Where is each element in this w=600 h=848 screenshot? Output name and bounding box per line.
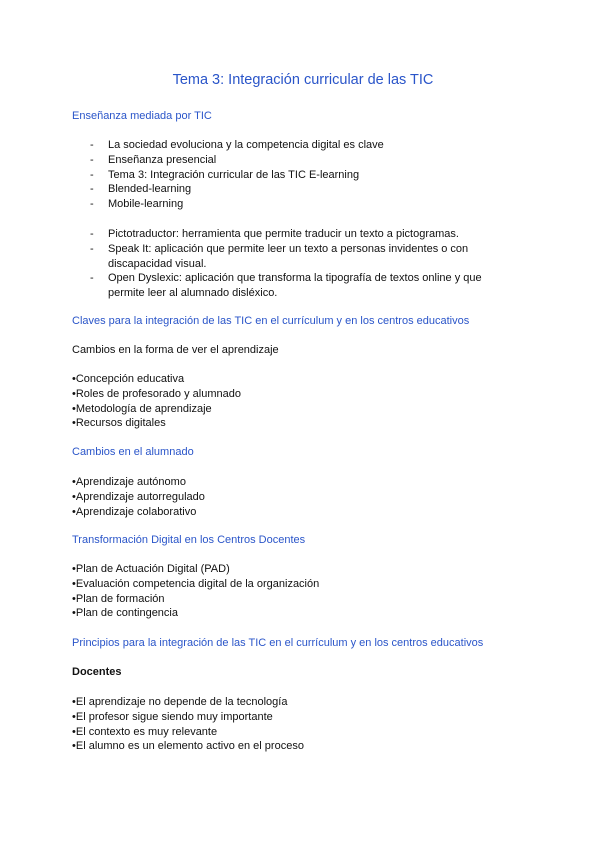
list-item: • El contexto es muy relevante [72, 725, 304, 740]
list-item: • Roles de profesorado y alumnado [72, 387, 241, 402]
list-item: - Pictotraductor: herramienta que permite traducir un texto a pictogramas. [72, 227, 508, 242]
section-heading-transformacion: Transformación Digital en los Centros Docentes [72, 534, 306, 546]
list-item: - Tema 3: Integración curricular de las TIC E-learning [72, 168, 384, 183]
section-heading-ensenanza: Enseñanza mediada por TIC [72, 110, 212, 122]
list-item: • Concepción educativa [72, 372, 241, 387]
section-heading-claves: Claves para la integración de las TIC en el currículum y en los centros educativos [72, 315, 470, 327]
list-item: • Aprendizaje colaborativo [72, 505, 205, 520]
list-item: • Metodología de aprendizaje [72, 402, 241, 417]
list-item: • El aprendizaje no depende de la tecnología [72, 695, 304, 710]
list-item: • Recursos digitales [72, 416, 241, 431]
list-item: - Mobile-learning [72, 197, 384, 212]
list-item: • Evaluación competencia digital de la organización [72, 577, 319, 592]
subheading-docentes: Docentes [72, 666, 122, 678]
dash-list-modalidades [72, 138, 384, 212]
bullet-list-alumnado [72, 475, 205, 519]
list-item: - Open Dyslexic: aplicación que transforma la tipografía de textos online y que permite leer al alumnado disléxico. [72, 271, 508, 301]
dash-list-herramientas [72, 227, 508, 301]
list-item: - La sociedad evoluciona y la competencia digital es clave [72, 138, 384, 153]
list-item: • Aprendizaje autónomo [72, 475, 205, 490]
subheading-cambios-aprendizaje: Cambios en la forma de ver el aprendizaje [72, 344, 279, 356]
list-item: - Blended-learning [72, 182, 384, 197]
list-item: • Aprendizaje autorregulado [72, 490, 205, 505]
list-item: - Speak It: aplicación que permite leer un texto a personas invidentes o con discapacidad visual. [72, 242, 508, 272]
list-item: • El alumno es un elemento activo en el proceso [72, 739, 304, 754]
list-item: • Plan de Actuación Digital (PAD) [72, 562, 319, 577]
bullet-list-transformacion [72, 562, 319, 621]
bullet-list-docentes [72, 695, 304, 754]
section-heading-principios: Principios para la integración de las TIC en el currículum y en los centros educativos [72, 637, 484, 649]
list-item: • El profesor sigue siendo muy importante [72, 710, 304, 725]
section-heading-alumnado: Cambios en el alumnado [72, 446, 194, 458]
list-item: • Plan de formación [72, 592, 319, 607]
bullet-list-aprendizaje [72, 372, 241, 431]
list-item: • Plan de contingencia [72, 606, 319, 621]
list-item: - Enseñanza presencial [72, 153, 384, 168]
page-title: Tema 3: Integración curricular de las TIC [172, 72, 434, 88]
